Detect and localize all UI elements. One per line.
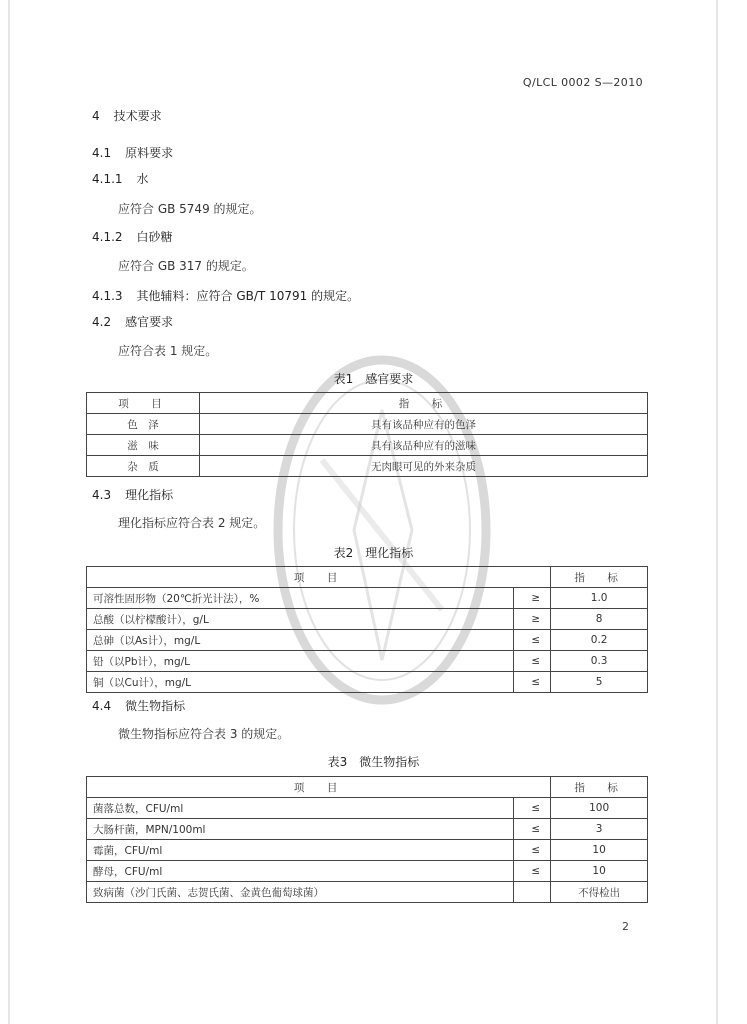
- section-4-3-heading: 4.3 理化指标: [92, 488, 174, 502]
- table-cell: 大肠杆菌，MPN/100ml: [87, 819, 514, 840]
- table-cell: 5: [551, 672, 648, 693]
- table-cell: 10: [551, 840, 648, 861]
- table-row: [87, 630, 648, 651]
- table-header-cell: 项 目: [87, 777, 551, 798]
- table-header-row: [87, 777, 648, 798]
- table-header-cell: 指 标: [551, 567, 648, 588]
- table3-microbiological: [86, 776, 648, 903]
- table-cell: 霉菌，CFU/ml: [87, 840, 514, 861]
- table-cell: 总砷（以As计），mg/L: [87, 630, 514, 651]
- section-4-4-heading: 4.4 微生物指标: [92, 699, 186, 713]
- section-4-1-1-body: 应符合 GB 5749 的规定。: [118, 202, 262, 216]
- section-4-1-2-body: 应符合 GB 317 的规定。: [118, 259, 254, 273]
- table-cell-operator: ≥: [514, 609, 551, 630]
- table-cell-operator: [514, 882, 551, 903]
- table1-sensory: [86, 392, 648, 477]
- table-cell: 3: [551, 819, 648, 840]
- table-cell: 0.2: [551, 630, 648, 651]
- table3-caption: 表3 微生物指标: [327, 755, 420, 769]
- table-cell: 总酸（以柠檬酸计），g/L: [87, 609, 514, 630]
- table2-physicochemical: [86, 566, 648, 693]
- table-cell: 具有该品种应有的色泽: [200, 414, 648, 435]
- table-row: [87, 861, 648, 882]
- table-cell: 不得检出: [551, 882, 648, 903]
- table-header-cell: 项 目: [87, 567, 551, 588]
- table-row: [87, 798, 648, 819]
- table-header-row: [87, 567, 648, 588]
- table-cell-operator: ≤: [514, 840, 551, 861]
- table-cell: 菌落总数，CFU/ml: [87, 798, 514, 819]
- table-row: [87, 588, 648, 609]
- table-cell: 色 泽: [87, 414, 200, 435]
- section-4-1-heading: 4.1 原料要求: [92, 146, 174, 160]
- table-row: [87, 435, 648, 456]
- table-row: [87, 840, 648, 861]
- page-number: 2: [622, 920, 629, 933]
- table-cell-operator: ≤: [514, 630, 551, 651]
- table1-caption: 表1 感官要求: [333, 372, 414, 386]
- scan-edge-right: [716, 0, 718, 1024]
- table-cell: 杂 质: [87, 456, 200, 477]
- table2-caption: 表2 理化指标: [333, 546, 414, 560]
- document-id: Q/LCL 0002 S—2010: [522, 76, 643, 89]
- table-cell: 滋 味: [87, 435, 200, 456]
- table-row: [87, 672, 648, 693]
- table-cell-operator: ≥: [514, 588, 551, 609]
- table-cell: 致病菌（沙门氏菌、志贺氏菌、金黄色葡萄球菌）: [87, 882, 514, 903]
- section-4-heading: 4 技术要求: [92, 109, 162, 123]
- table-cell-operator: ≤: [514, 819, 551, 840]
- scan-edge-left: [8, 0, 10, 1024]
- table-header-cell: 指 标: [551, 777, 648, 798]
- table-header-row: [87, 393, 648, 414]
- table-row: [87, 414, 648, 435]
- table-cell-operator: ≤: [514, 798, 551, 819]
- table-row: [87, 609, 648, 630]
- table-cell-operator: ≤: [514, 651, 551, 672]
- section-4-2-body: 应符合表 1 规定。: [118, 344, 218, 358]
- table-cell: 1.0: [551, 588, 648, 609]
- table-cell: 可溶性固形物（20℃折光计法），%: [87, 588, 514, 609]
- section-4-2-heading: 4.2 感官要求: [92, 315, 174, 329]
- table-cell-operator: ≤: [514, 672, 551, 693]
- table-row: [87, 882, 648, 903]
- table-row: [87, 651, 648, 672]
- table-header-cell: 指 标: [200, 393, 648, 414]
- section-4-3-body: 理化指标应符合表 2 规定。: [118, 516, 266, 530]
- table-cell: 无肉眼可见的外来杂质: [200, 456, 648, 477]
- section-4-4-body: 微生物指标应符合表 3 的规定。: [118, 727, 290, 741]
- table-row: [87, 819, 648, 840]
- table-cell: 0.3: [551, 651, 648, 672]
- section-4-1-1-heading: 4.1.1 水: [92, 172, 149, 186]
- table-header-cell: 项 目: [87, 393, 200, 414]
- table-cell: 铅（以Pb计），mg/L: [87, 651, 514, 672]
- section-4-1-3-text: 4.1.3 其他辅料：应符合 GB/T 10791 的规定。: [92, 289, 360, 303]
- table-cell-operator: ≤: [514, 861, 551, 882]
- table-cell: 10: [551, 861, 648, 882]
- table-cell: 酵母，CFU/ml: [87, 861, 514, 882]
- table-cell: 100: [551, 798, 648, 819]
- table-cell: 8: [551, 609, 648, 630]
- table-row: [87, 456, 648, 477]
- section-4-1-2-heading: 4.1.2 白砂糖: [92, 230, 173, 244]
- table-cell: 具有该品种应有的滋味: [200, 435, 648, 456]
- table-cell: 铜（以Cu计），mg/L: [87, 672, 514, 693]
